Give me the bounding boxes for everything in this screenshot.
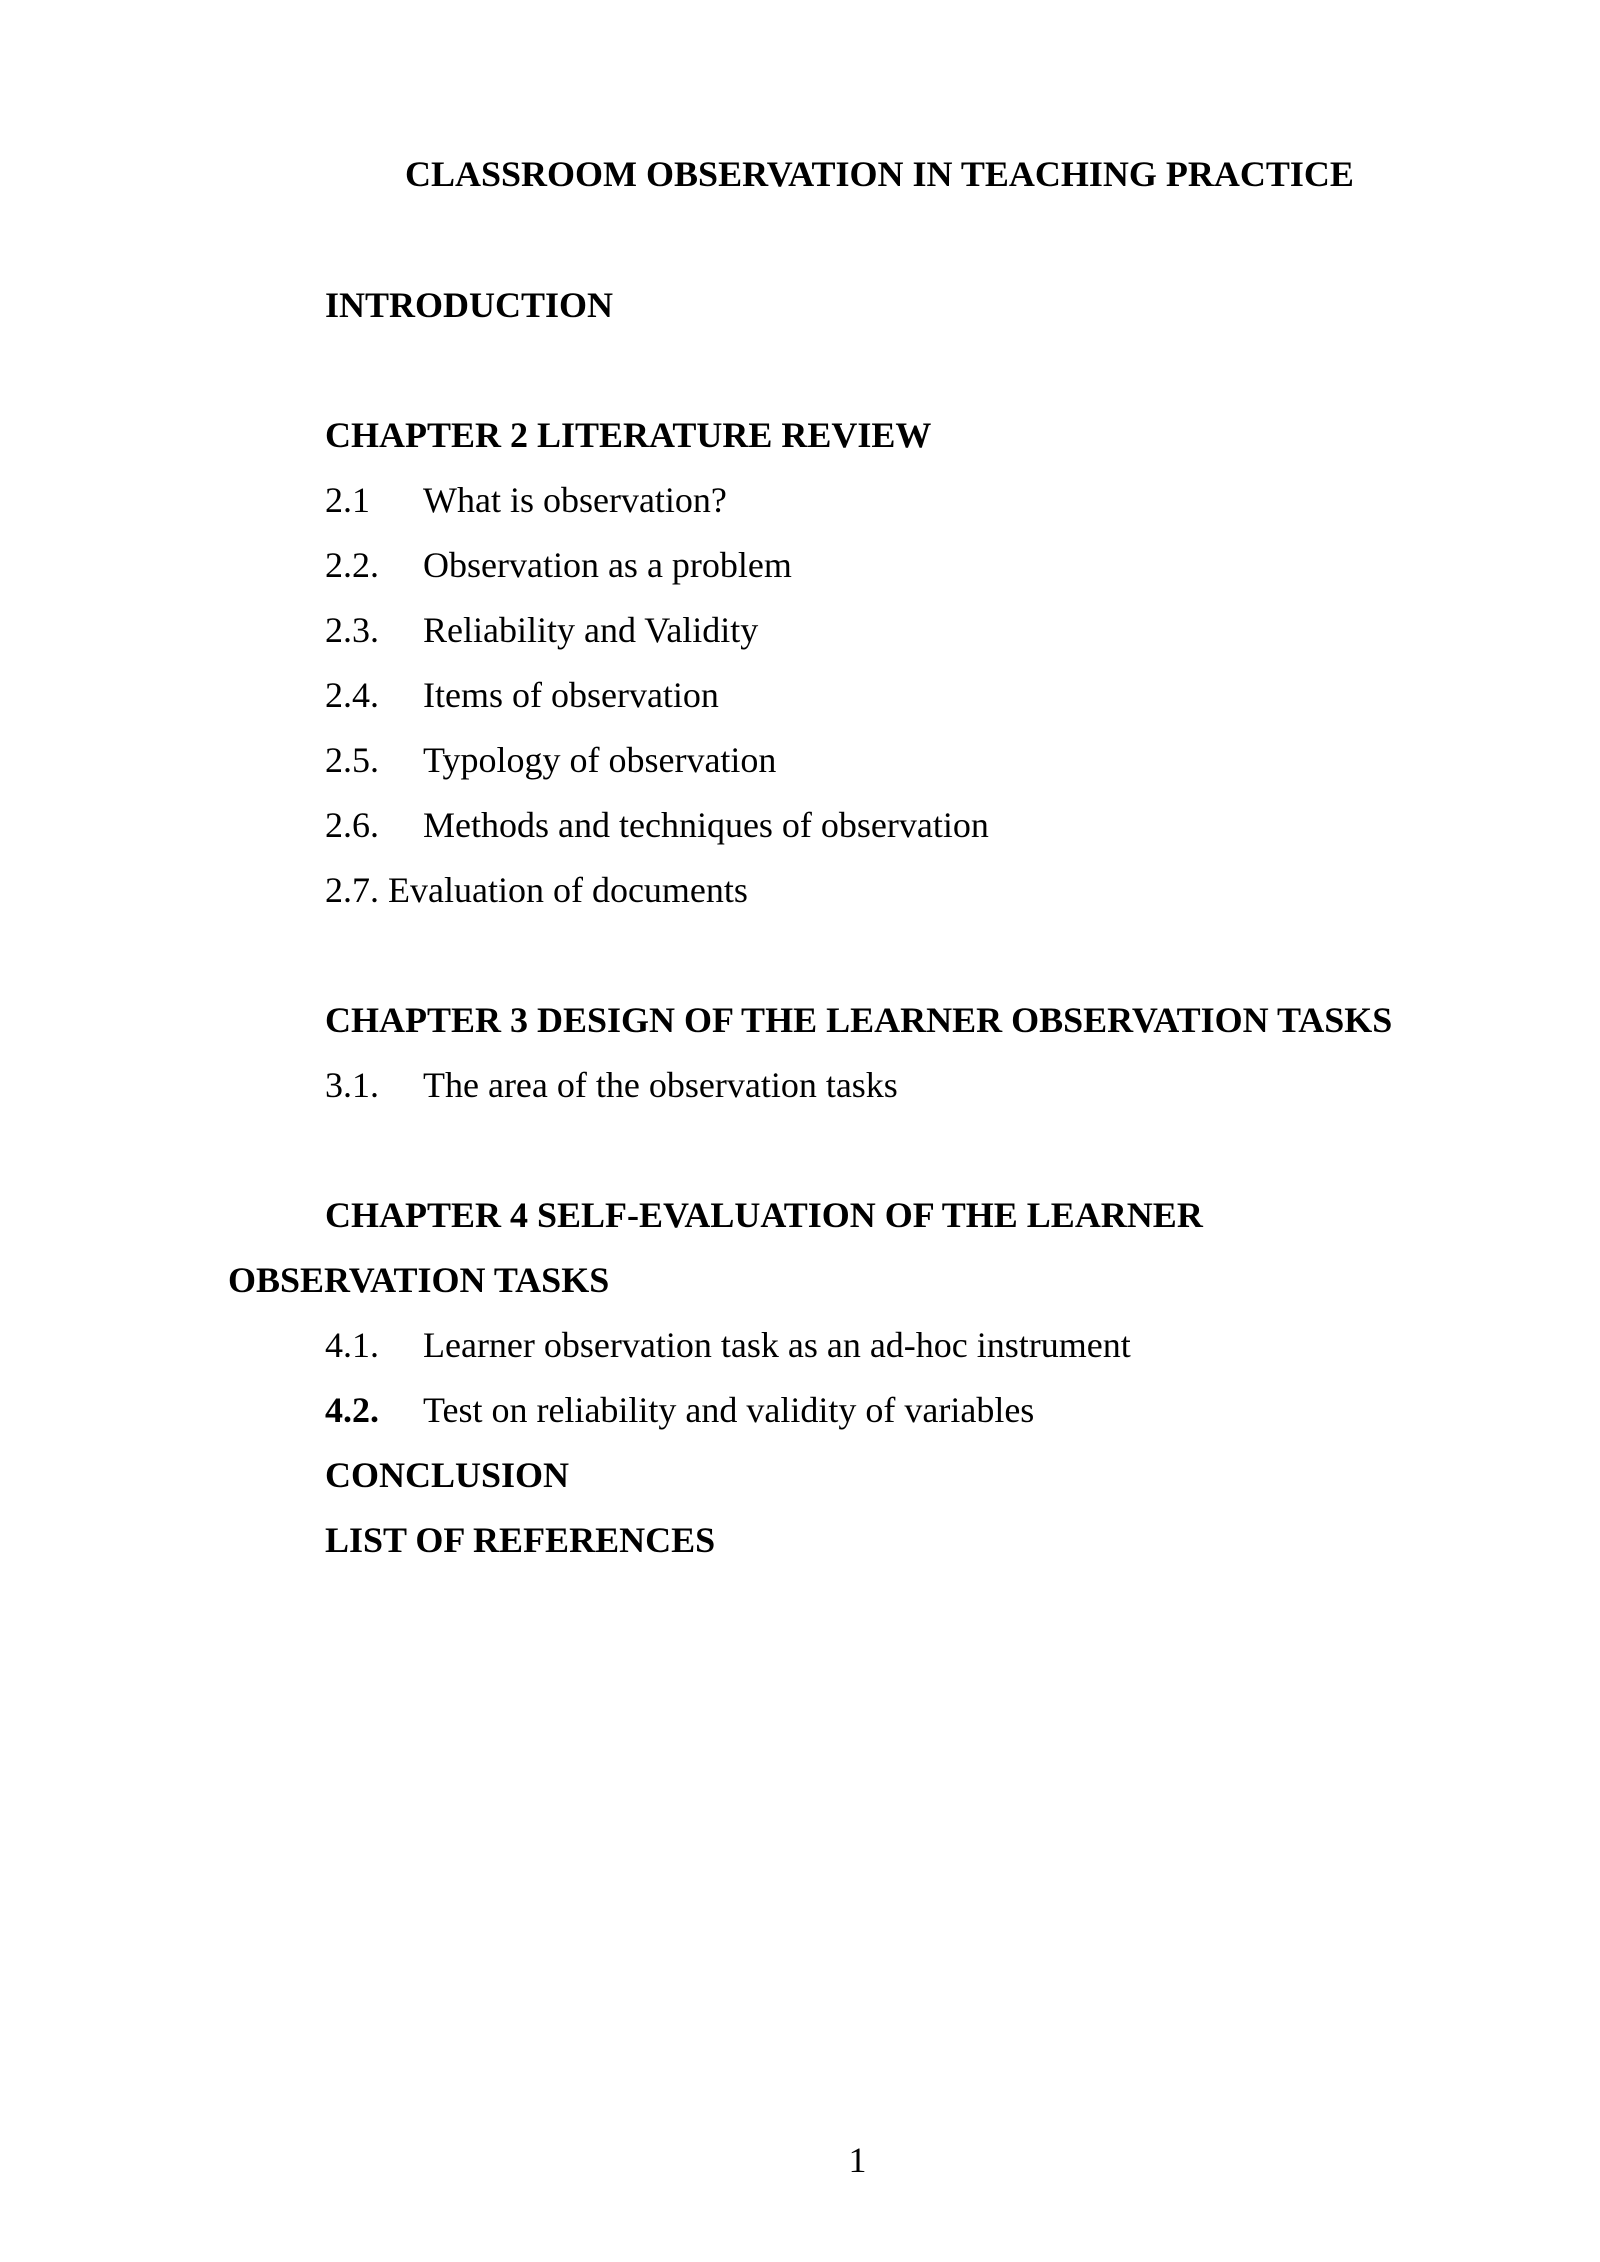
toc-entry-text: Evaluation of documents: [388, 870, 748, 910]
toc-entry-text: Test on reliability and validity of variables: [423, 1390, 1035, 1430]
toc-entry-number: 4.2.: [325, 1390, 379, 1430]
toc-entry-2-2: [325, 543, 792, 587]
toc-entry-number: 2.2.: [325, 545, 379, 585]
toc-entry-number: 2.5.: [325, 740, 379, 780]
toc-entry-number: 2.3.: [325, 610, 379, 650]
chapter-4-heading-line-1: CHAPTER 4 SELF-EVALUATION OF THE LEARNER: [325, 1195, 1203, 1235]
toc-entry-number: 2.7.: [325, 870, 379, 910]
toc-entry-number: 3.1.: [325, 1065, 379, 1105]
toc-entry-3-1: [325, 1063, 898, 1107]
toc-entry-2-7: [325, 868, 748, 912]
toc-entry-text: Items of observation: [423, 675, 719, 715]
toc-entry-2-3: [325, 608, 758, 652]
toc-entry-number: 2.1: [325, 480, 370, 520]
page-number: 1: [848, 2140, 867, 2180]
toc-entry-text: The area of the observation tasks: [423, 1065, 898, 1105]
chapter-4-heading-line-2: OBSERVATION TASKS: [228, 1260, 610, 1300]
toc-entry-4-2: [325, 1388, 1034, 1432]
toc-entry-text: Observation as a problem: [423, 545, 792, 585]
toc-entry-text: What is observation?: [423, 480, 727, 520]
toc-entry-text: Learner observation task as an ad-hoc instrument: [423, 1325, 1131, 1365]
toc-entry-2-6: [325, 803, 989, 847]
toc-conclusion: CONCLUSION: [325, 1455, 570, 1495]
document-title: CLASSROOM OBSERVATION IN TEACHING PRACTICE: [405, 154, 1354, 194]
chapter-2-heading: CHAPTER 2 LITERATURE REVIEW: [325, 415, 932, 455]
toc-entry-2-4: [325, 673, 719, 717]
chapter-3-heading: CHAPTER 3 DESIGN OF THE LEARNER OBSERVATION TASKS: [325, 1000, 1393, 1040]
toc-introduction: INTRODUCTION: [325, 285, 614, 325]
toc-entry-2-5: [325, 738, 776, 782]
toc-references: LIST OF REFERENCES: [325, 1520, 716, 1560]
toc-entry-number: 2.6.: [325, 805, 379, 845]
toc-entry-2-1: [325, 478, 727, 522]
toc-entry-number: 2.4.: [325, 675, 379, 715]
toc-entry-4-1: [325, 1323, 1131, 1367]
toc-entry-text: Reliability and Validity: [423, 610, 759, 650]
toc-entry-number: 4.1.: [325, 1325, 379, 1365]
toc-entry-text: Typology of observation: [423, 740, 777, 780]
toc-entry-text: Methods and techniques of observation: [423, 805, 989, 845]
